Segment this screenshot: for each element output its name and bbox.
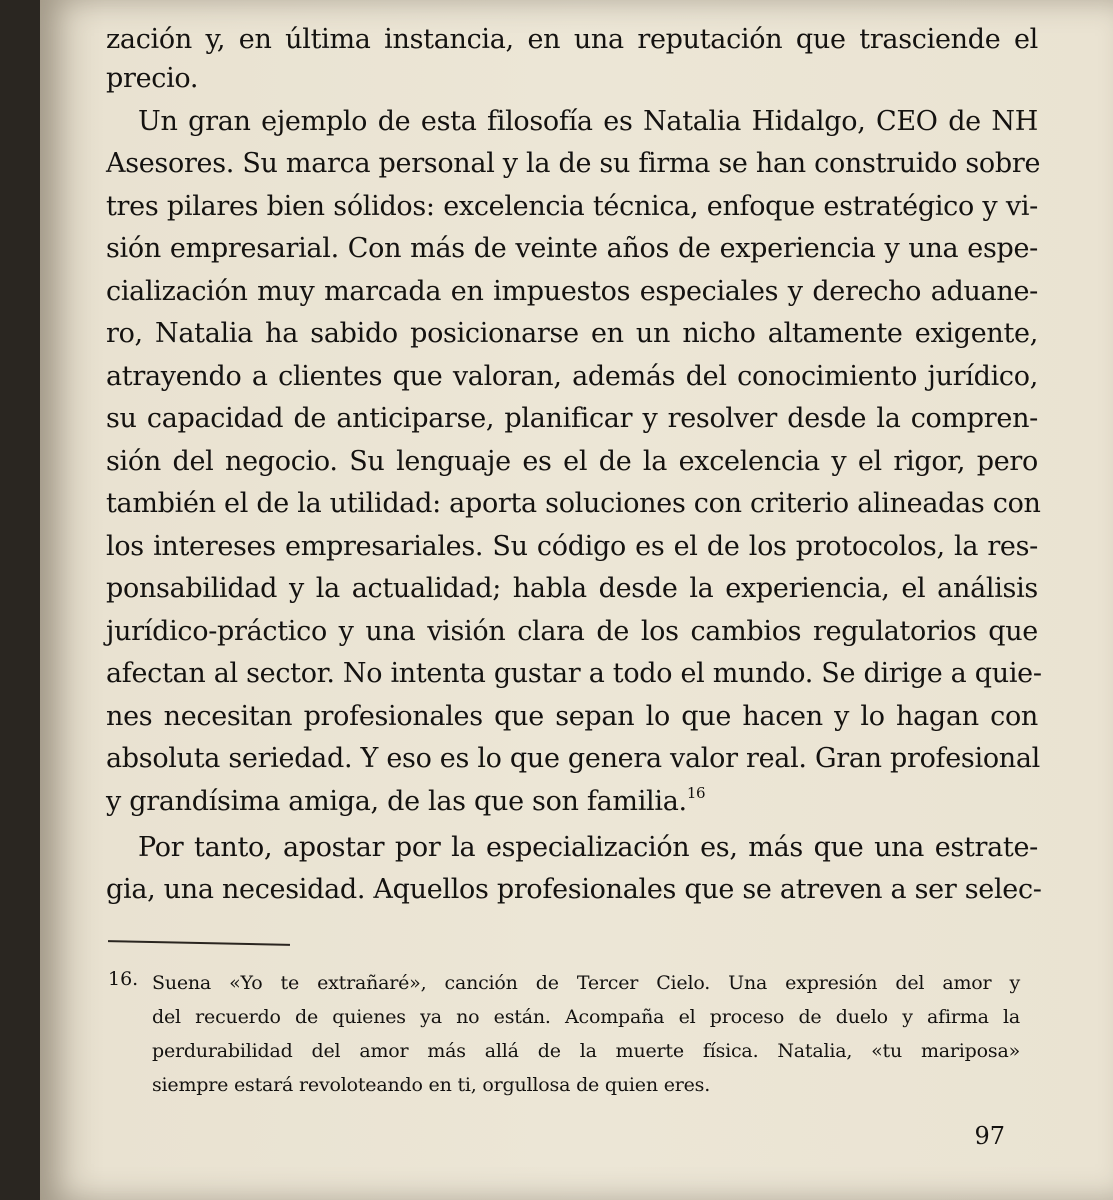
footnote-number: 16. — [108, 968, 139, 990]
footnote-line: Suena «Yo te extrañaré», canción de Tercer Cielo. Una expresión del amor y — [152, 972, 1020, 994]
body-line: sión empresarial. Con más de veinte años de experiencia y una espe- — [106, 233, 1038, 264]
body-line: su capacidad de anticiparse, planificar y resolver desde la compren- — [106, 403, 1038, 434]
body-line: también el de la utilidad: aporta soluciones con criterio alineadas con — [106, 488, 1041, 519]
book-page — [40, 0, 1113, 1200]
body-line: nes necesitan profesionales que sepan lo que hacen y lo hagan con — [106, 701, 1038, 732]
body-line: Un gran ejemplo de esta filosofía es Natalia Hidalgo, CEO de NH — [138, 106, 1038, 137]
body-line: atrayendo a clientes que valoran, además del conocimiento jurídico, — [106, 361, 1038, 392]
body-line: jurídico-práctico y una visión clara de los cambios regulatorios que — [106, 616, 1038, 647]
body-line: Por tanto, apostar por la especialización es, más que una estrate- — [138, 832, 1038, 863]
body-line: ponsabilidad y la actualidad; habla desde la experiencia, el análisis — [106, 573, 1038, 604]
body-line: los intereses empresariales. Su código es el de los protocolos, la res- — [106, 531, 1038, 562]
body-line: zación y, en última instancia, en una reputación que trasciende el — [106, 24, 1038, 55]
footnote-divider — [108, 940, 290, 946]
body-line: gia, una necesidad. Aquellos profesionales que se atreven a ser selec- — [106, 874, 1042, 905]
body-line: cialización muy marcada en impuestos especiales y derecho aduane- — [106, 276, 1038, 307]
body-line-text: y grandísima amiga, de las que son familia. — [106, 786, 687, 817]
body-line: Asesores. Su marca personal y la de su firma se han construido sobre — [106, 148, 1041, 179]
body-line: sión del negocio. Su lenguaje es el de la excelencia y el rigor, pero — [106, 446, 1038, 477]
body-line: tres pilares bien sólidos: excelencia técnica, enfoque estratégico y vi- — [106, 191, 1038, 222]
body-line: ro, Natalia ha sabido posicionarse en un nicho altamente exigente, — [106, 318, 1038, 349]
body-line: precio. — [106, 63, 199, 94]
page-number: 97 — [974, 1122, 1005, 1150]
footnote-reference[interactable]: 16 — [686, 784, 706, 802]
body-line: absoluta seriedad. Y eso es lo que genera valor real. Gran profesional — [106, 743, 1040, 774]
footnote-line: del recuerdo de quienes ya no están. Acompaña el proceso de duelo y afirma la — [152, 1006, 1020, 1028]
footnote-line: perdurabilidad del amor más allá de la muerte física. Natalia, «tu mariposa» — [152, 1040, 1020, 1062]
body-line-with-footnote-ref — [106, 780, 1038, 824]
footnote-line: siempre estará revoloteando en ti, orgullosa de quien eres. — [152, 1074, 711, 1096]
body-line: afectan al sector. No intenta gustar a todo el mundo. Se dirige a quie- — [106, 658, 1042, 689]
